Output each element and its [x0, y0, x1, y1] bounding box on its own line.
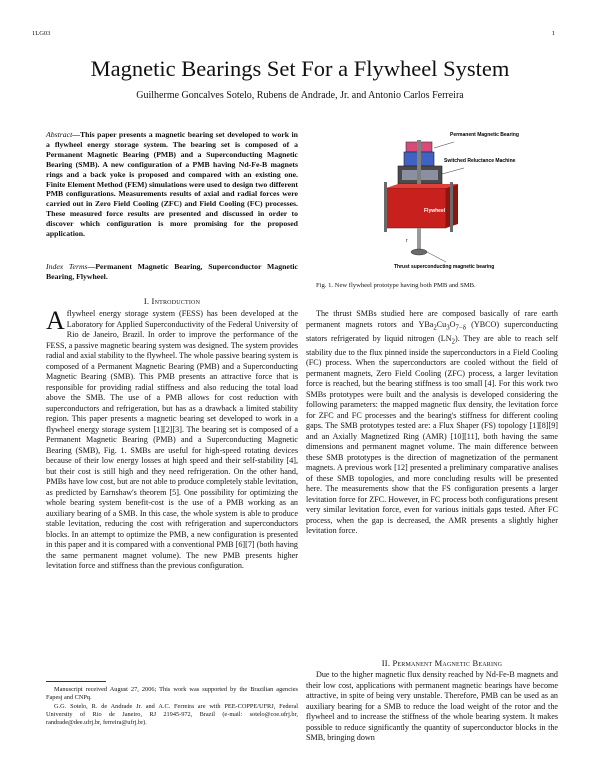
authors: Guilherme Goncalves Sotelo, Rubens de Andrade, Jr. and Antonio Carlos Ferreira [136, 90, 464, 101]
page-number: 1 [551, 30, 555, 37]
frame-left [384, 182, 387, 232]
index-terms-dash: — [87, 262, 96, 271]
label-smb: Thrust superconducting magnetic bearing [394, 264, 495, 270]
right-para1: The thrust SMBs studied here are composed basically of rare earth permanent magnets rotors and $YBa_2Cu_3O_{7-\delta}$ (YBCO) superconducting stators refrigerated by liquid nitrogen $(LN_2)$. They are able to reach self stability due to the flux pinned inside the superconductors in a Field Cooling (FC) process. When the superconductors are cooled without the field of permanent magnets, Zero Field Cooling (ZFC) process, a larger levitation force is reached, but the bearing stiffness is too small [4]. For this work two SMBs prototypes were built and the analysis is developed considering the following parameters: the mapped magnetic flux density, the levitation force for ZFC and FC processes and the bearing's stiffness for different cooling gaps. The SMB prototypes tested are: a Flux Shaper (FS) topology [1][8][9] and an Axially Magnetized Ring (AMR) [10][11], both having the same dimensions and permanent magnet volume. The main difference between these SMB prototypes is the direction of magnetization of the permanent magnets. A previous work [12] presented a preliminary comparative analises of these SMB topologies, and more concluding results will be presented here. The measurements show that the FS configuration presents a larger levitation force for ZFC. However, in FC process both configurations present very similar levitation force, even for various initials gaps tested. After FC process, when the gap is decreased, the AMR presents a slightly higher levitation force. [306, 309, 558, 536]
smb-stator [411, 249, 427, 255]
abstract-text: This paper presents a magnetic bearing set developed to work in a flywheel energy storage system. The bearing set is composed of a Permanent Magnetic Bearing (PMB) and a Superconducting Magnetic Bearing (SMB). A new configuration of a PMB having Nd-Fe-B magnets rings and a back yoke is proposed and compared with an existing one. Finite Element Method (FEM) simulations were used to design two different PMB configurations. Measurements results of axial and radial forces were carried out in Zero Field Cooling (ZFC) and Field Cooling (FC) processes. These measured force results are presented and discussed in order to discover which configuration is more promising for the proposed application. [46, 130, 298, 239]
abstract-dash: — [72, 130, 81, 139]
section1-para1: flywheel energy storage system (FESS) has been developed at the Laboratory for Applied Superconductivity of the Federal University of Rio de Janeiro, Brazil. In order to improve the performance of the FESS, a passive magnetic bearing system was designed. The system provides radial and axial stability to the flywheel. The whole passive bearing system is composed of a Permanent Magnetic Bearing (PMB) and a Superconducting Magnetic Bearing (SMB). This PMB presents an attractive force that is responsible for providing radial stiffness and also reducing the total load above the SMB. The use of a PMB allows for cost reduction with superconductors and refrigeration, but has as a drawback a limited stability region. This paper presents a magnetic bearing set developed to work in a flywheel energy storage system [1][2][3]. The bearing set is composed of a Permanent Magnetic Bearing (PMB) and a Superconducting Magnetic Bearing (SMB), Fig. 1. SMBs are useful for high-speed rotating devices because of their low energy losses at high speed and their self-stability [4], but their cost is still high and they need refrigeration. On the other hand, PMBs have low cost, but are not able to produce completely stable levitation, as predicted by Earnshaw's theorem [5]. One possibility for optimizing the whole bearing system benefit-cost is the use of a PMB working as an auxiliary bearing of a SMB. In this case, the whole system is able to produce stable levitation, reducing the cost with refrigeration and superconductors blocks. In an attempt to optimize the PMB, a new configuration is presented in this paper and it is compared with a conventional PMB [6][7] (both having the same permanent magnet volume). The new PMB presents higher levitation force and stiffness than the previous configuration. [46, 309, 298, 570]
abstract-label: Abstract [46, 130, 73, 139]
paper-title: Magnetic Bearings Set For a Flywheel System [90, 56, 510, 81]
flywheel-figure [384, 130, 519, 278]
footnote [46, 686, 298, 728]
abstract [46, 130, 298, 239]
label-pmb: Permanent Magnetic Bearing [450, 132, 519, 138]
index-terms [46, 262, 298, 282]
label-reluctance: Switched Reluctance Machine [444, 158, 516, 164]
section2-heading: II. Permanent Magnetic Bearing [381, 658, 503, 668]
label-axis: r [406, 238, 408, 244]
dropcap: A [46, 306, 65, 335]
footnote-rule [46, 681, 106, 682]
flywheel-diagram [384, 130, 519, 278]
right-column-body [306, 309, 558, 537]
label-flywheel: Flywheel [424, 208, 446, 214]
index-terms-text: Permanent Magnetic Bearing, Superconductor Magnetic Bearing, Flywheel. [46, 262, 298, 281]
section2-para1: Due to the higher magnetic flux density reached by Nd-Fe-B magnets and their low cost, applications with permanent magnetic bearings have become attractive, in spite of being very unstable. Therefore, PMB can be used as an auxiliary bearing for a SMB to reduce the load weight of the rotor and the flywheel and to increase the stiffness of the whole bearing system. It makes possible to reduce significantly the quantity of superconductor blocks in the SMB, bringing down [306, 670, 558, 742]
section2-body [306, 670, 558, 744]
footnote-line1: Manuscript received August 27, 2006; This work was supported by the Brazilian agencies Fapesj and CNPq. [46, 686, 298, 701]
frame-right [450, 182, 453, 232]
index-terms-label: Index Terms [46, 262, 88, 271]
footnote-line2: G.G. Sotelo, R. de Andrade Jr. and A.C. Ferreira are with PEE-COPPE/UFRJ, Federal University of Rio de Janeiro, RJ 21945-972, Brazil (e-mail: sotelo@coe.ufrj.br, randrade@dee.ufrj.br, ferreira@ufrj.br). [46, 703, 298, 726]
section1-heading: I. Introduction [143, 296, 201, 306]
section1-body [46, 306, 298, 572]
figure-caption: Fig. 1. New flywheel prototype having both PMB and SMB. [316, 282, 476, 289]
header-left: 1LG03 [32, 30, 51, 37]
